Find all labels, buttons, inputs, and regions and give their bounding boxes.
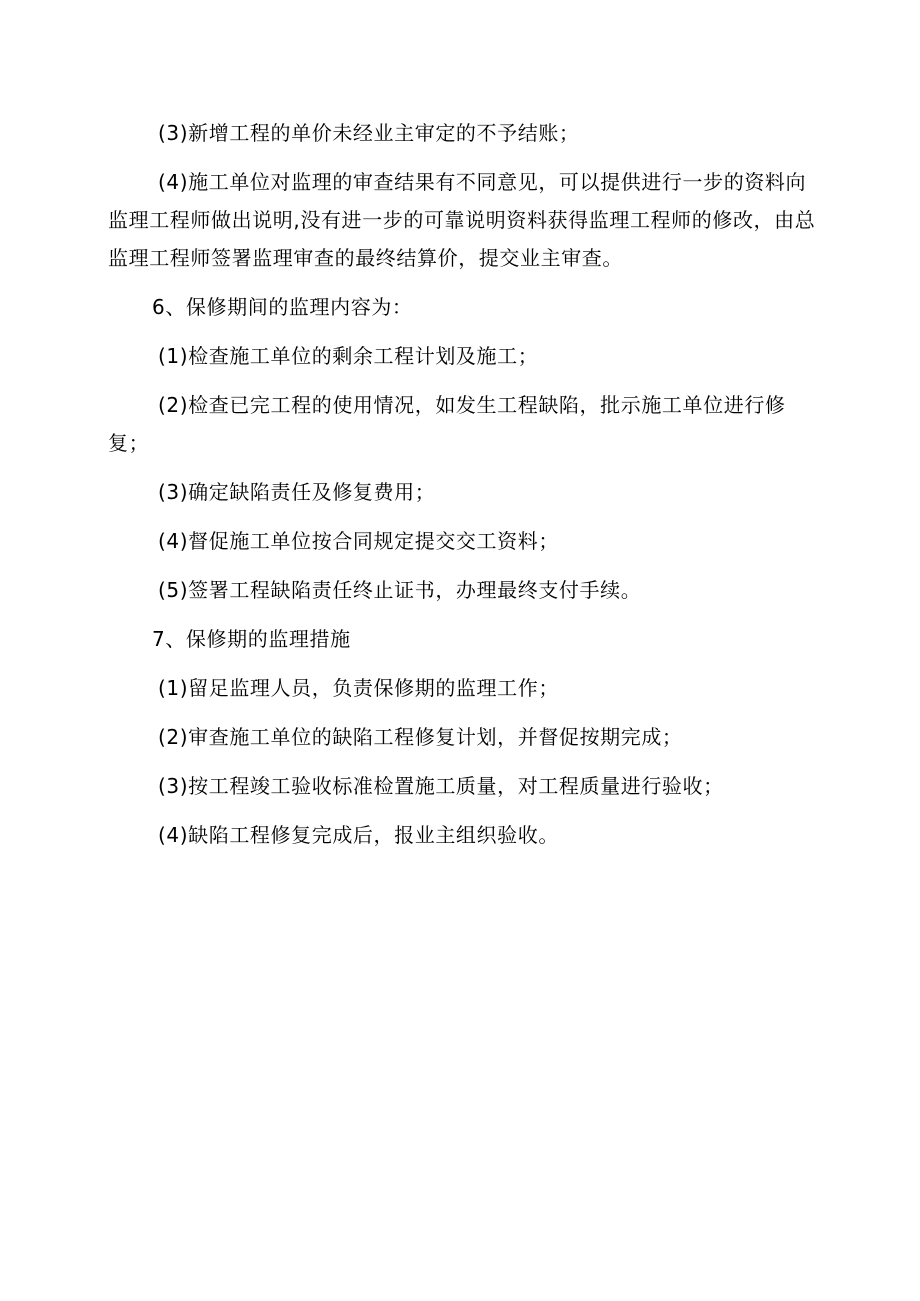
section-heading-6-warranty-supervision-content: 6、保修期间的监理内容为： — [152, 295, 413, 319]
document-body — [108, 114, 823, 865]
list-item-5-defect-certificate: (5)签署工程缺陷责任终止证书，办理最终支付手续。 — [158, 578, 642, 602]
paragraph-4-contractor-objection: (4)施工单位对监理的审查结果有不同意见，可以提供进行一步的资料向监理工程师做出说明,没有进一步的可靠说明资料获得监理工程师的修改，由总监理工程师签署监理审查的最终结算价，提交业主审查。 — [108, 170, 816, 270]
measure-item-1-supervision-staff: (1)留足监理人员，负责保修期的监理工作； — [158, 676, 559, 700]
measure-item-2-repair-plan-review: (2)审查施工单位的缺陷工程修复计划，并督促按期完成； — [158, 725, 683, 749]
measure-item-3-quality-inspection: (3)按工程竣工验收标准检置施工质量，对工程质量进行验收； — [158, 774, 724, 798]
list-item-3-defect-responsibility: (3)确定缺陷责任及修复费用； — [158, 480, 436, 504]
section-heading-7-warranty-supervision-measures: 7、保修期的监理措施 — [152, 627, 351, 651]
list-item-1-check-remaining-work: (1)检查施工单位的剩余工程计划及施工； — [158, 344, 539, 368]
list-item-4-handover-documents: (4)督促施工单位按合同规定提交交工资料； — [158, 529, 559, 553]
measure-item-4-owner-acceptance: (4)缺陷工程修复完成后，报业主组织验收。 — [158, 823, 559, 847]
paragraph-3-new-work-unit-price: (3)新增工程的单价未经业主审定的不予结账； — [158, 121, 580, 145]
list-item-2-check-completed-work: (2)检查已完工程的使用情况，如发生工程缺陷，批示施工单位进行修复； — [108, 393, 786, 455]
